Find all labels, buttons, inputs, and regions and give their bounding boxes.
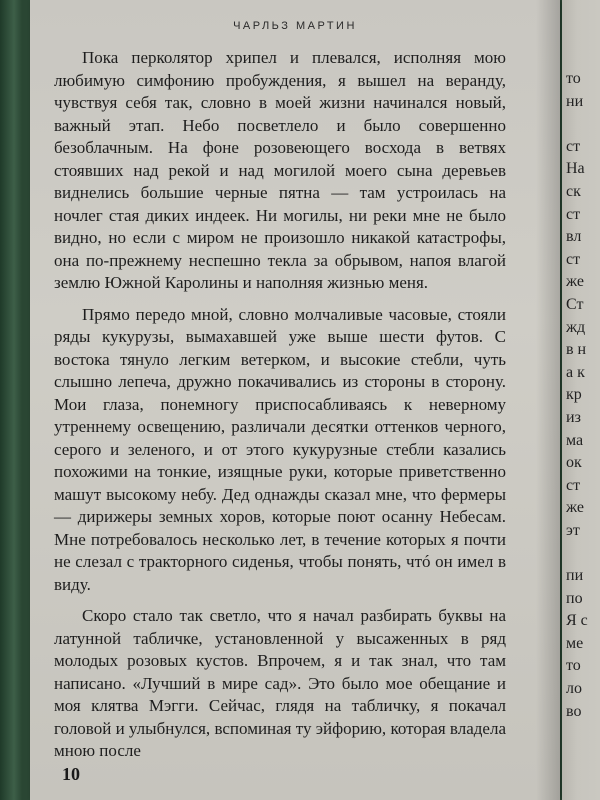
right-book-page-edge xyxy=(562,0,600,800)
right-line: то xyxy=(566,70,581,87)
right-line: ок xyxy=(566,454,582,472)
right-line: из xyxy=(566,408,581,426)
paragraph-1: Пока перколятор хрипел и плевался, исполняя мою любимую симфонию пробуждения, я вышел на веранду, чувствуя себя так, словно в моей жизни начинался новый, важный этап. Небо посветлело и было совершенно безоблачным. На фоне розовеющего восхода в ветвях стоявших над рекой и над могилой моего сына деревьев виднелись большие черные пятна — там устроилась на ночлег стая диких индеек. Ни могилы, ни реки мне не было видно, но если с миром не произошло никакой катастрофы, она по-прежнему неспешно текла за обрывом, напоя влагой землю Южной Каролины и наполняя жизнью меня. xyxy=(54,48,506,292)
right-line: ст xyxy=(566,476,581,494)
right-line: ни xyxy=(566,92,584,110)
right-line: Я с xyxy=(566,612,588,630)
right-page-text-fragments xyxy=(566,68,588,723)
right-line: ма xyxy=(566,431,584,449)
right-line: то xyxy=(566,657,581,675)
right-line: жд xyxy=(566,318,586,336)
right-line: в н xyxy=(566,341,587,359)
right-line: ст xyxy=(566,137,581,155)
right-line: ло xyxy=(566,680,582,698)
right-line: во xyxy=(566,702,582,720)
right-line: же xyxy=(566,273,584,291)
right-line xyxy=(566,542,588,565)
right-line: по xyxy=(566,589,583,607)
right-line: эт xyxy=(566,521,580,539)
paragraph-3: Скоро стало так светло, что я начал разбирать буквы на латунной табличке, установленной у высаженных в ряд молодых розовых кустов. Впрочем, я и так знал, что там написано. «Лучший в мире сад». Это было мое обещание и моя клятва Мэгги. Сейчас, глядя на табличку, я покачал головой и улыбнулся, вспоминая ту эйфорию, которая владела мною после xyxy=(54,606,506,760)
right-line: кр xyxy=(566,386,582,404)
page-body-text xyxy=(54,47,506,763)
right-line: вл xyxy=(566,228,582,246)
running-header: ЧАРЛЬЗ МАРТИН xyxy=(233,20,357,32)
right-line: ск xyxy=(566,182,581,200)
right-line: Ст xyxy=(566,295,584,313)
right-line: а к xyxy=(566,363,585,381)
paragraph-2: Прямо передо мной, словно молчаливые часовые, стояли ряды кукурузы, вымахавшей уже выше шести футов. С востока тянуло легким ветерком, и высокие стебли, чуть слышно лепеча, дружно покачивались из стороны в сторону. Мои глаза, понемногу приспосабливаясь к неверному утреннему освещению, различали десятки оттенков черного, серого и зеленого, и от этого кукурузные стебли казались похожими на тонкие, изящные руки, которые приветственно машут высокому небу. Дед однажды сказал мне, что фермеры — дирижеры земных хоров, которые поют осанну Небесам. Мне потребовалось несколько лет, в течение которых я почти не слезал с тракторного сиденья, чтобы понять, чтó он имел в виду. xyxy=(54,304,506,594)
page-number: 10 xyxy=(62,764,80,784)
right-line: же xyxy=(566,499,584,517)
right-line: пи xyxy=(566,567,584,585)
right-line: На xyxy=(566,160,585,178)
right-line: ст xyxy=(566,250,581,268)
right-line: ст xyxy=(566,205,581,223)
right-line xyxy=(566,113,588,136)
right-line: ме xyxy=(566,634,584,652)
